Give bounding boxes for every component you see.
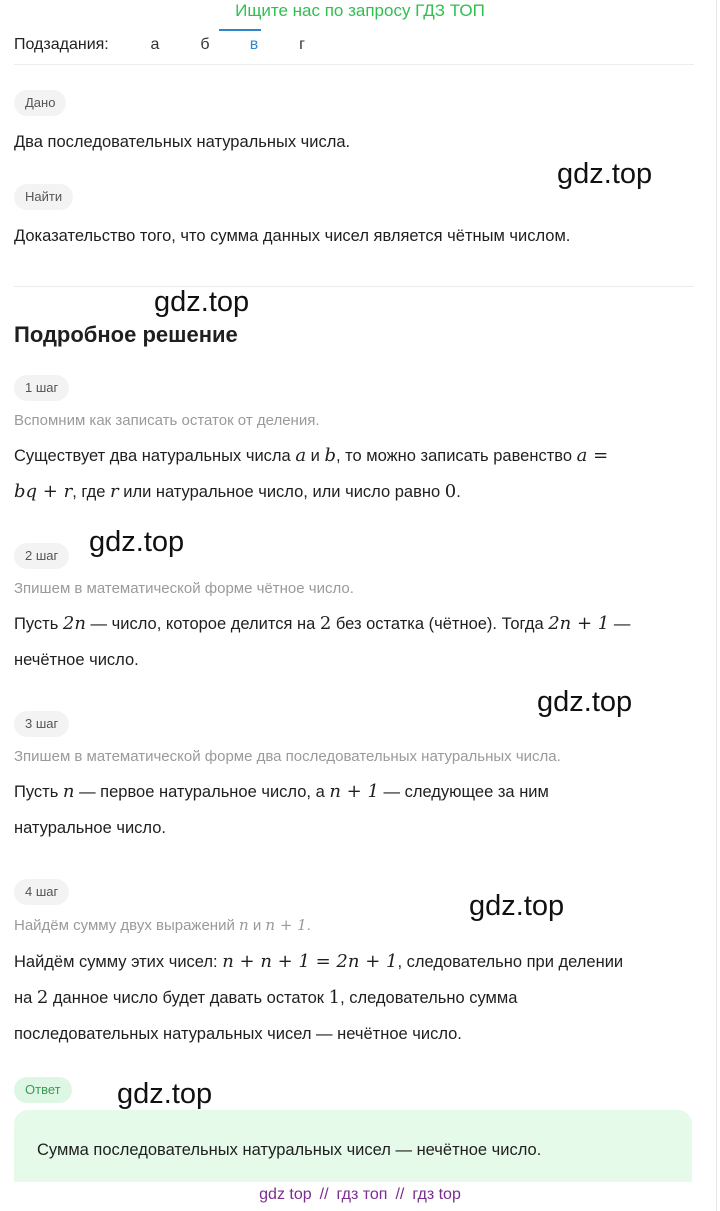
subtasks-bar [14,34,694,66]
page-right-border [716,0,717,1211]
active-tab-indicator [219,29,261,31]
watermark: gdz.top [557,158,653,190]
step-4-hint: Найдём сумму двух выражений n и n + 1. [14,916,311,934]
step-4-line-2: на 2 данное число будет давать остаток 1, следовательно сумма [14,987,518,1008]
answer-chip: Ответ [14,1077,72,1103]
footer-separator: // [319,1186,329,1203]
step-2-chip: 2 шаг [14,543,69,569]
subtasks-divider [14,64,694,65]
step-3-hint: Зпишем в математической форме два последовательных натуральных числа. [14,748,561,765]
step-4-chip: 4 шаг [14,879,69,905]
top-banner: Ищите нас по запросу ГДЗ ТОП [235,1,485,20]
watermark: gdz.top [537,686,633,718]
watermark: gdz.top [117,1078,213,1110]
section-divider [14,286,694,287]
tab-a[interactable]: а [150,36,160,53]
given-text: Два последовательных натуральных числа. [14,133,351,151]
find-text: Доказательство того, что сумма данных чисел является чётным числом. [14,227,571,245]
watermark: gdz.top [469,890,565,922]
footer [0,1186,720,1204]
find-chip: Найти [14,184,73,210]
footer-link[interactable]: гдз топ [336,1186,388,1203]
solution-title: Подробное решение [14,322,238,347]
answer-text: Сумма последовательных натуральных чисел — нечётное число. [37,1141,542,1159]
step-4-line-1: Найдём сумму этих чисел: n + n + 1 = 2n + 1, следовательно при делении [14,951,624,972]
footer-link[interactable]: гдз top [412,1186,461,1203]
subtasks-label: Подзадания: [14,36,109,53]
step-1-line-1: Существует два натуральных числа a и b, то можно записать равенство a = [14,445,609,466]
step-1-line-2: bq + r, где r или натуральное число, или число равно 0. [14,481,461,502]
step-3-chip: 3 шаг [14,711,69,737]
step-1-chip: 1 шаг [14,375,69,401]
step-2-hint: Зпишем в математической форме чётное число. [14,580,354,597]
step-4-line-3: последовательных натуральных чисел — нечётное число. [14,1025,462,1043]
step-3-line-1: Пусть n — первое натуральное число, а n + 1 — следующее за ним [14,781,549,802]
tab-v[interactable]: в [249,36,259,53]
footer-link[interactable]: gdz top [259,1186,312,1203]
step-3-line-2: натуральное число. [14,819,166,837]
given-chip: Дано [14,90,66,116]
step-2-line-2: нечётное число. [14,651,139,669]
tab-g[interactable]: г [299,36,305,53]
step-2-line-1: Пусть 2n — число, которое делится на 2 без остатка (чётное). Тогда 2n + 1 — [14,613,631,634]
tab-b[interactable]: б [200,36,210,53]
watermark: gdz.top [154,286,250,318]
step-1-hint: Вспомним как записать остаток от деления. [14,412,320,429]
watermark: gdz.top [89,526,185,558]
footer-separator: // [395,1186,405,1203]
